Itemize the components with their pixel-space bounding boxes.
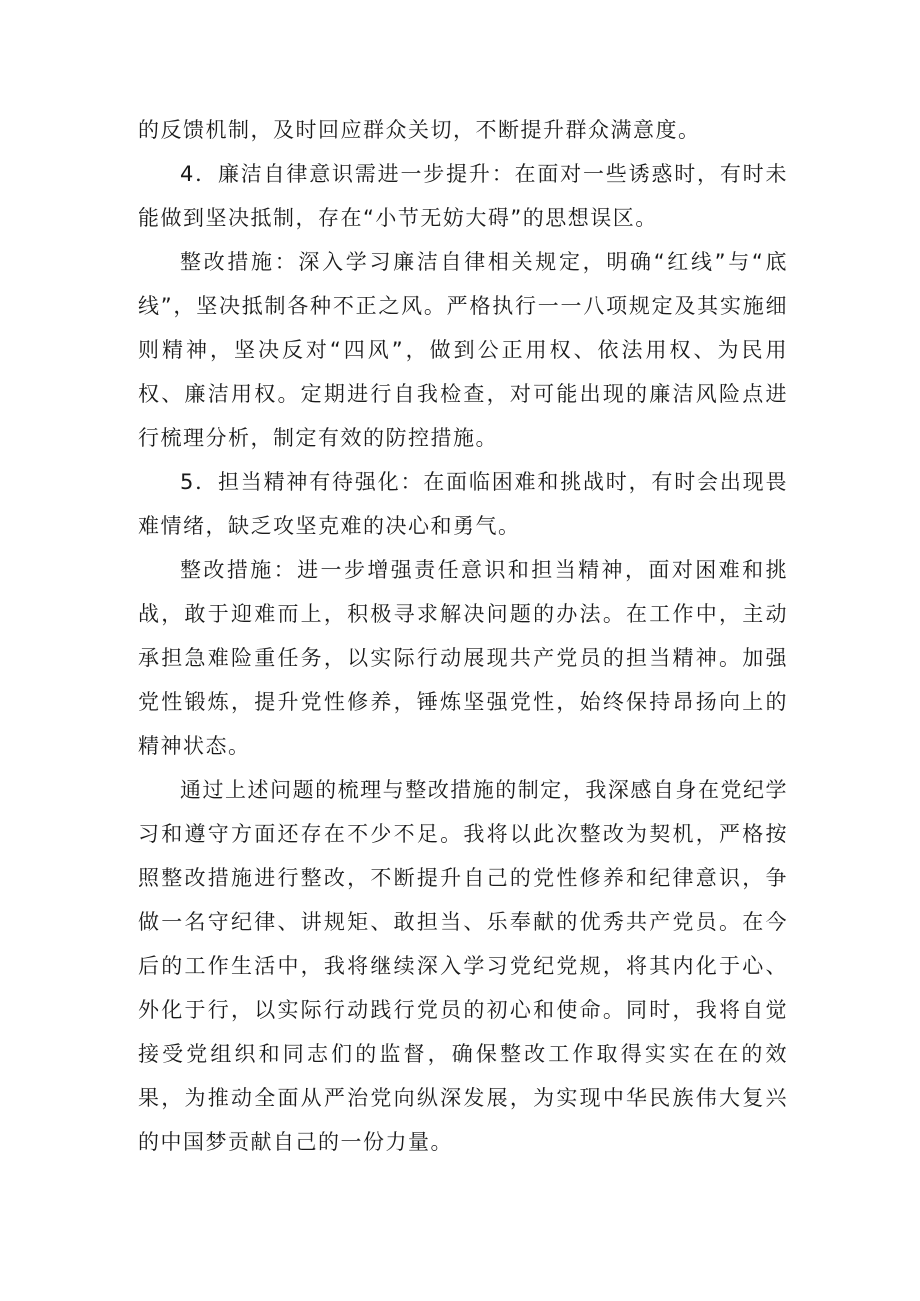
document-body xyxy=(138,108,788,1164)
paragraph-measures-5: 整改措施：进一步增强责任意识和担当精神，面对困难和挑战，敢于迎难而上，积极寻求解决问题的办法。在工作中，主动承担急难险重任务，以实际行动展现共产党员的担当精神。加强党性锻炼，提升党性修养，锤炼坚强党性，始终保持昂扬向上的精神状态。 xyxy=(138,558,788,758)
paragraph-conclusion: 通过上述问题的梳理与整改措施的制定，我深感自身在党纪学习和遵守方面还存在不少不足。我将以此次整改为契机，严格按照整改措施进行整改，不断提升自己的党性修养和纪律意识，争做一名守纪律、讲规矩、敢担当、乐奉献的优秀共产党员。在今后的工作生活中，我将继续深入学习党纪党规，将其内化于心、外化于行，以实际行动践行党员的初心和使命。同时，我将自觉接受党组织和同志们的监督，确保整改工作取得实实在在的效果，为推动全面从严治党向纵深发展，为实现中华民族伟大复兴的中国梦贡献自己的一份力量。 xyxy=(138,778,788,1154)
paragraph-item-5: 5．担当精神有待强化：在面临困难和挑战时，有时会出现畏难情绪，缺乏攻坚克难的决心和勇气。 xyxy=(138,470,788,538)
paragraph-continuation: 的反馈机制，及时回应群众关切，不断提升群众满意度。 xyxy=(138,118,701,142)
paragraph-item-4: 4．廉洁自律意识需进一步提升：在面对一些诱惑时，有时未能做到坚决抵制，存在“小节无妨大碍”的思想误区。 xyxy=(138,162,788,230)
paragraph-measures-4: 整改措施：深入学习廉洁自律相关规定，明确“红线”与“底线”，坚决抵制各种不正之风。严格执行一一八项规定及其实施细则精神，坚决反对“四风”，做到公正用权、依法用权、为民用权、廉洁用权。定期进行自我检查，对可能出现的廉洁风险点进行梳理分析，制定有效的防控措施。 xyxy=(138,250,788,450)
